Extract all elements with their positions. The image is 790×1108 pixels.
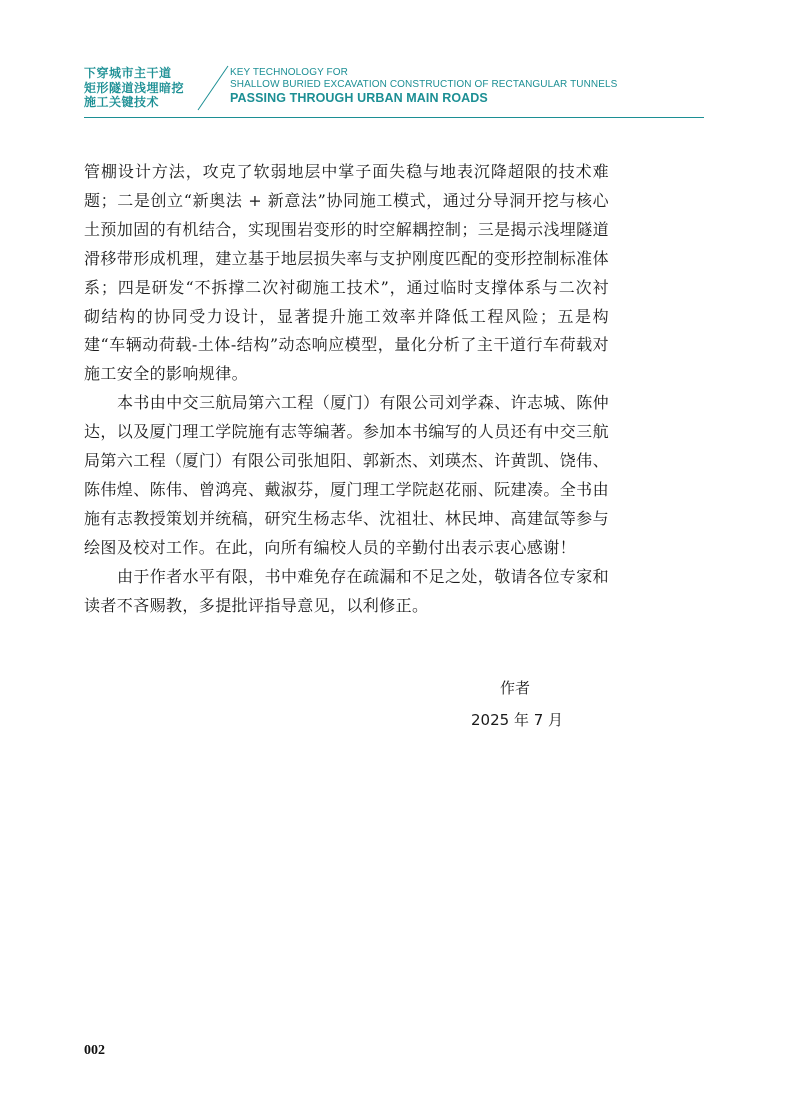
running-header (84, 62, 704, 118)
header-title-cn-line: 施工关键技术 (84, 95, 160, 109)
paragraph: 由于作者水平有限，书中难免存在疏漏和不足之处，敬请各位专家和读者不吝赐教，多提批评指导意见，以利修正。 (84, 566, 610, 615)
paragraph: 本书由中交三航局第六工程（厦门）有限公司刘学森、许志城、陈仲达，以及厦门理工学院施有志等编著。参加本书编写的人员还有中交三航局第六工程（厦门）有限公司张旭阳、郭新杰、刘瑛杰、许黄凯、饶伟、陈伟煌、陈伟、曾鸿亮、戴淑芬，厦门理工学院赵花丽、阮建凑。全书由施有志教授策划并统稿，研究生杨志华、沈祖壮、林民坤、高建氙等参与绘图及校对工作。在此，向所有编校人员的辛勤付出表示衷心感谢！ (84, 393, 610, 557)
body-text (84, 158, 609, 621)
signature-date: 2025 年 7 月 (471, 711, 564, 729)
header-divider-slash (190, 62, 230, 112)
page-number: 002 (84, 1043, 105, 1058)
paragraph: 管棚设计方法，攻克了软弱地层中掌子面失稳与地表沉降超限的技术难题；二是创立“新奥法 + 新意法”协同施工模式，通过分导洞开挖与核心土预加固的有机结合，实现围岩变形的时空解耦控制；三是揭示浅埋隧道滑移带形成机理，建立基于地层损失率与支护刚度匹配的变形控制标准体系；四是研发“不拆撑二次衬砌施工技术”，通过临时支撑体系与二次衬砌结构的协同受力设计，显著提升施工效率并降低工程风险；五是构建“车辆动荷载-土体-结构”动态响应模型，量化分析了主干道行车荷载对施工安全的影响规律。 (84, 162, 609, 384)
header-title-cn-line: 矩形隧道浅埋暗挖 (84, 80, 185, 95)
header-title-en-line: KEY TECHNOLOGY FOR (230, 67, 348, 78)
header-title-cn-line: 下穿城市主干道 (84, 66, 172, 80)
header-rule (84, 117, 704, 118)
header-title-en-line: SHALLOW BURIED EXCAVATION CONSTRUCTION OF RECTANGULAR TUNNELS (230, 78, 618, 90)
header-title-cn (84, 66, 184, 110)
signature-author: 作者 (500, 679, 531, 697)
header-title-en (230, 67, 617, 107)
header-title-en-line: PASSING THROUGH URBAN MAIN ROADS (230, 91, 488, 105)
